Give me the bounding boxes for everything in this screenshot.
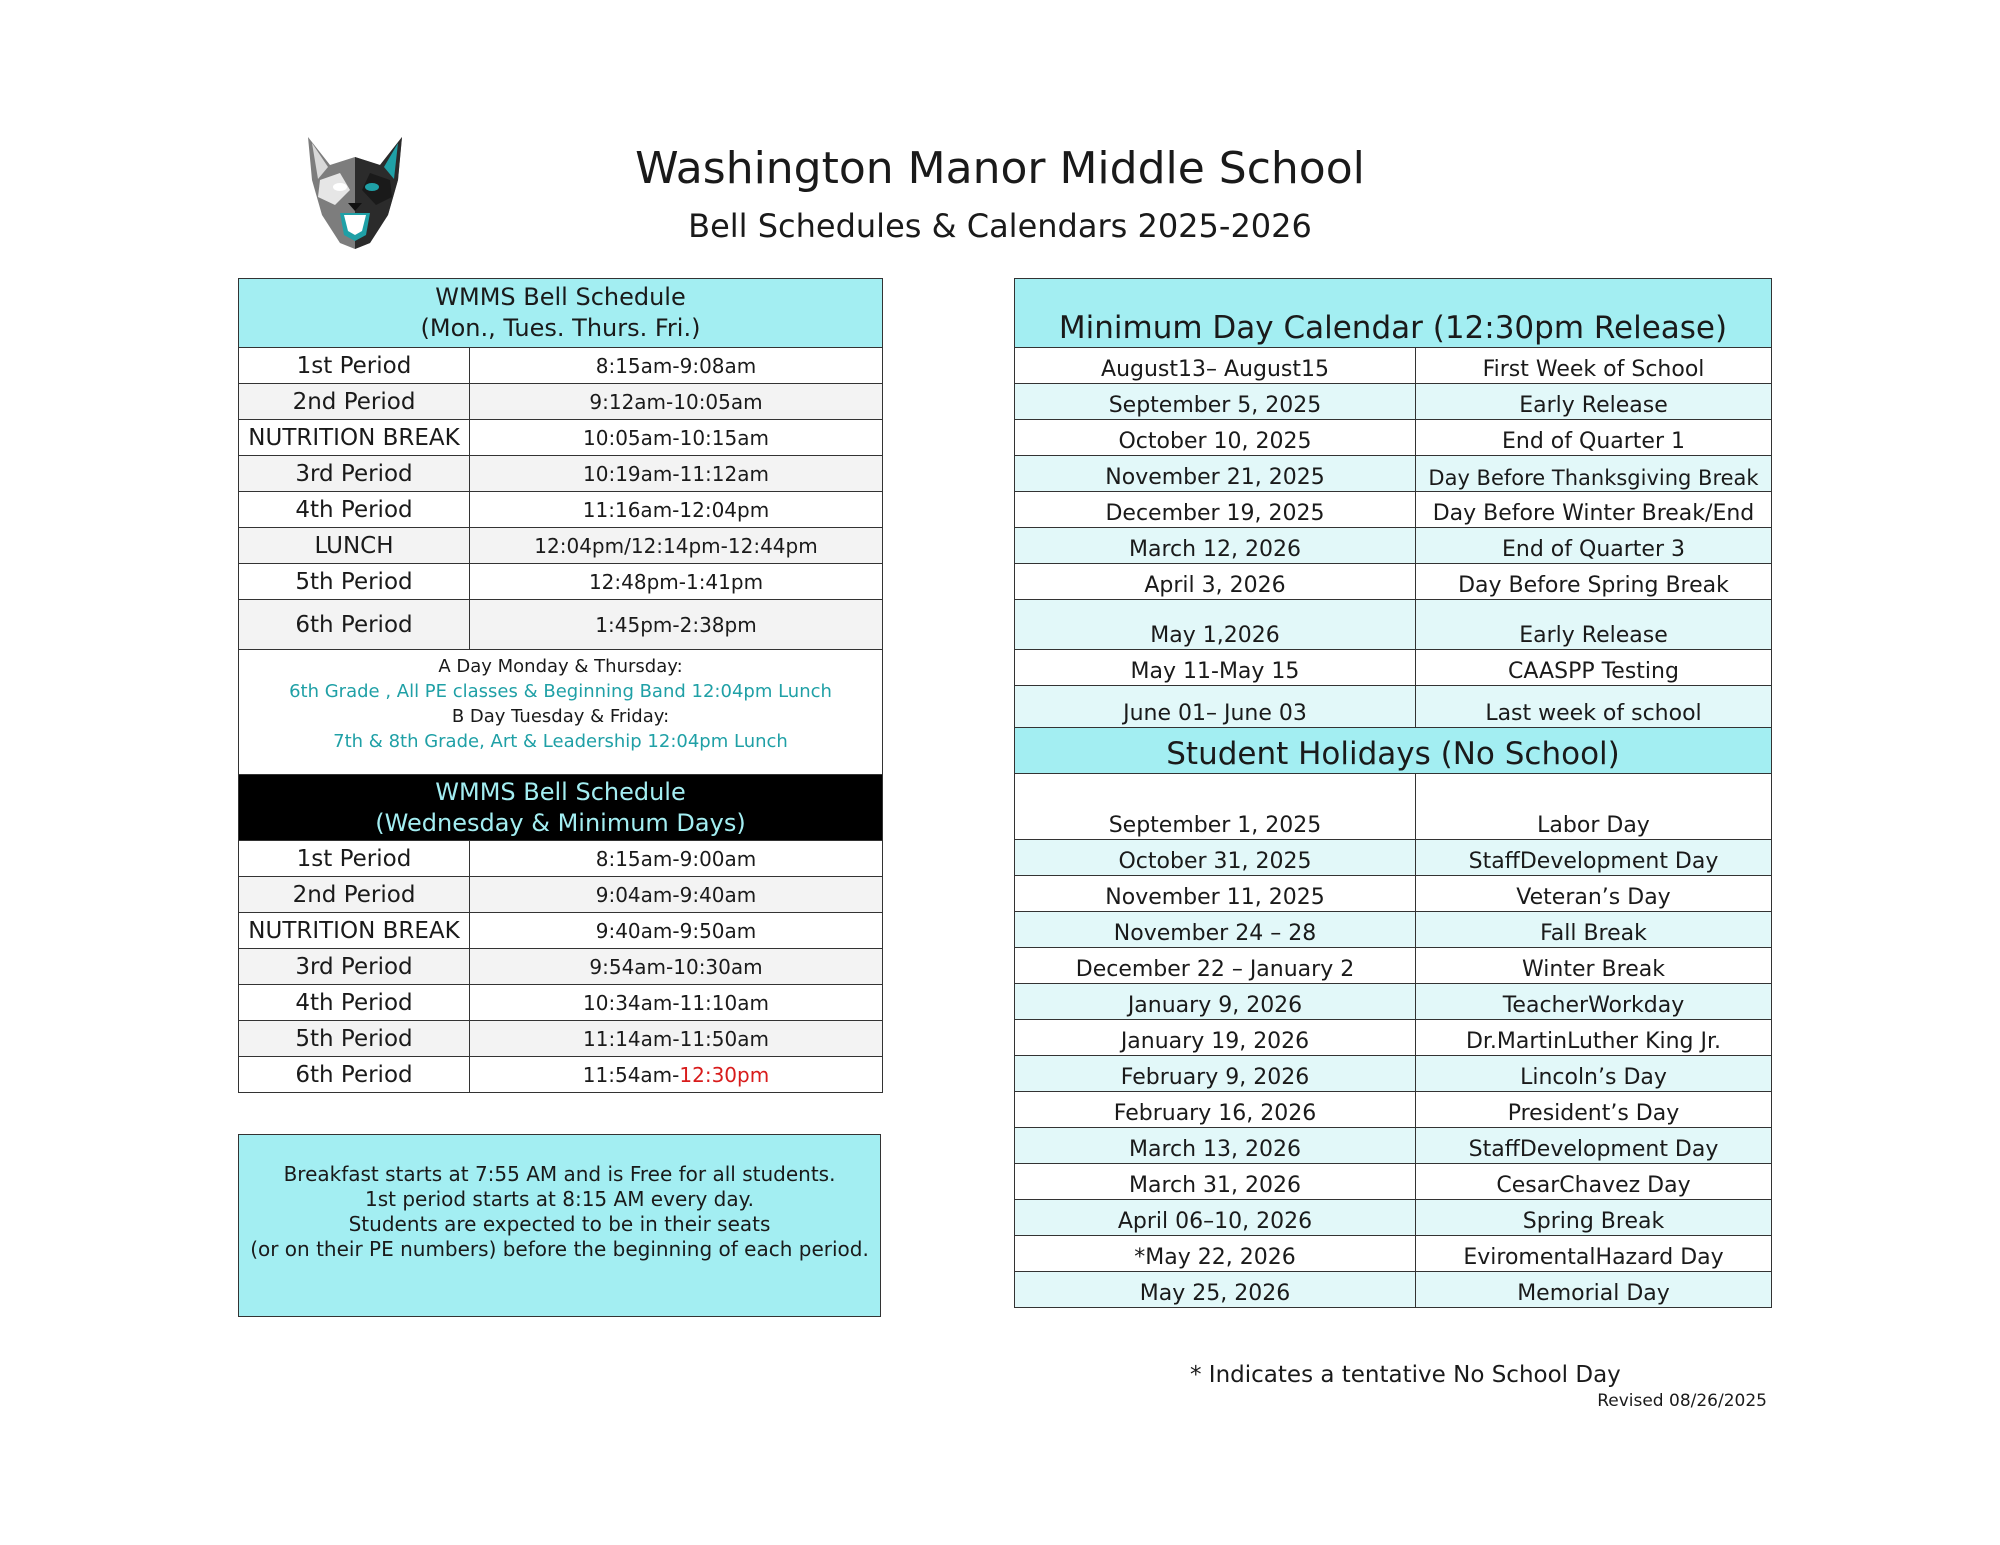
- period-time: 11:14am-11:50am: [470, 1021, 883, 1057]
- period-label: 6th Period: [239, 1057, 470, 1093]
- calendar-date: May 11-May 15: [1015, 650, 1416, 686]
- revised-date: Revised 08/26/2025: [1597, 1391, 1767, 1411]
- calendar-event: First Week of School: [1416, 348, 1772, 384]
- period-time: 9:54am-10:30am: [470, 949, 883, 985]
- holiday-date: November 24 – 28: [1015, 912, 1416, 948]
- calendar-event: Day Before Spring Break: [1416, 564, 1772, 600]
- regular-bell-schedule-table: [238, 278, 883, 1093]
- holiday-date: November 11, 2025: [1015, 876, 1416, 912]
- calendar-date: May 1,2026: [1015, 600, 1416, 650]
- calendar-event: Day Before Winter Break/End: [1416, 492, 1772, 528]
- period-time: 11:16am-12:04pm: [470, 492, 883, 528]
- calendar-event: End of Quarter 1: [1416, 420, 1772, 456]
- info-line: 1st period starts at 8:15 AM every day.: [365, 1187, 754, 1211]
- holiday-event: Fall Break: [1416, 912, 1772, 948]
- holiday-date: September 1, 2025: [1015, 774, 1416, 840]
- period-time: 8:15am-9:08am: [470, 348, 883, 384]
- holiday-date: May 25, 2026: [1015, 1272, 1416, 1308]
- calendar-event: Early Release: [1416, 384, 1772, 420]
- holiday-event: President’s Day: [1416, 1092, 1772, 1128]
- period-time: 1:45pm-2:38pm: [470, 600, 883, 650]
- a-day-detail: 6th Grade , All PE classes & Beginning Band 12:04pm Lunch: [289, 681, 832, 702]
- period-time: 10:34am-11:10am: [470, 985, 883, 1021]
- holiday-event: TeacherWorkday: [1416, 984, 1772, 1020]
- period-label: 2nd Period: [239, 384, 470, 420]
- minimum-day-calendar-title: Minimum Day Calendar (12:30pm Release): [1015, 279, 1772, 348]
- holiday-event: CesarChavez Day: [1416, 1164, 1772, 1200]
- holiday-event: Labor Day: [1416, 774, 1772, 840]
- holiday-date: December 22 – January 2: [1015, 948, 1416, 984]
- release-time: 12:30pm: [679, 1062, 770, 1087]
- holiday-date: *May 22, 2026: [1015, 1236, 1416, 1272]
- calendar-date: December 19, 2025: [1015, 492, 1416, 528]
- info-line: (or on their PE numbers) before the beginning of each period.: [250, 1237, 869, 1261]
- period-time: 12:04pm/12:14pm-12:44pm: [470, 528, 883, 564]
- page-subtitle: Bell Schedules & Calendars 2025-2026: [688, 207, 1312, 245]
- period-label: NUTRITION BREAK: [239, 420, 470, 456]
- period-label: 4th Period: [239, 492, 470, 528]
- calendar-date: August13– August15: [1015, 348, 1416, 384]
- info-line: Students are expected to be in their seats: [348, 1212, 771, 1236]
- period-time: 10:05am-10:15am: [470, 420, 883, 456]
- info-box: [238, 1134, 881, 1317]
- page-title: Washington Manor Middle School: [635, 143, 1365, 194]
- regular-schedule-title: WMMS Bell Schedule: [435, 283, 686, 311]
- student-holidays-title: Student Holidays (No School): [1015, 728, 1772, 774]
- holiday-date: February 16, 2026: [1015, 1092, 1416, 1128]
- period-label: 4th Period: [239, 985, 470, 1021]
- holiday-date: January 19, 2026: [1015, 1020, 1416, 1056]
- calendar-date: October 10, 2025: [1015, 420, 1416, 456]
- period-time: 9:40am-9:50am: [470, 913, 883, 949]
- period-label: 6th Period: [239, 600, 470, 650]
- calendar-date: September 5, 2025: [1015, 384, 1416, 420]
- holiday-event: Memorial Day: [1416, 1272, 1772, 1308]
- period-label: 1st Period: [239, 841, 470, 877]
- period-time-start: 11:54am-: [582, 1062, 680, 1087]
- period-time: 12:48pm-1:41pm: [470, 564, 883, 600]
- b-day-detail: 7th & 8th Grade, Art & Leadership 12:04pm Lunch: [333, 731, 788, 752]
- calendar-date: March 12, 2026: [1015, 528, 1416, 564]
- holiday-date: April 06–10, 2026: [1015, 1200, 1416, 1236]
- period-label: 1st Period: [239, 348, 470, 384]
- holiday-date: March 13, 2026: [1015, 1128, 1416, 1164]
- holiday-date: January 9, 2026: [1015, 984, 1416, 1020]
- period-time: [470, 1057, 883, 1093]
- holiday-event: Dr.MartinLuther King Jr.: [1416, 1020, 1772, 1056]
- period-label: 5th Period: [239, 1021, 470, 1057]
- regular-schedule-header: [239, 279, 883, 348]
- tentative-footnote: * Indicates a tentative No School Day: [1190, 1362, 1621, 1388]
- holiday-date: March 31, 2026: [1015, 1164, 1416, 1200]
- minimum-schedule-title: WMMS Bell Schedule: [435, 777, 686, 806]
- calendar-event: Day Before Thanksgiving Break: [1416, 456, 1772, 492]
- calendar-event: Early Release: [1416, 600, 1772, 650]
- period-label: NUTRITION BREAK: [239, 913, 470, 949]
- holiday-event: Lincoln’s Day: [1416, 1056, 1772, 1092]
- calendar-event: Last week of school: [1416, 686, 1772, 728]
- minimum-schedule-header: [239, 775, 883, 841]
- minimum-schedule-days: (Wednesday & Minimum Days): [375, 808, 746, 837]
- period-label: LUNCH: [239, 528, 470, 564]
- holiday-event: EviromentalHazard Day: [1416, 1236, 1772, 1272]
- calendar-date: April 3, 2026: [1015, 564, 1416, 600]
- calendar-event: CAASPP Testing: [1416, 650, 1772, 686]
- holiday-event: StaffDevelopment Day: [1416, 840, 1772, 876]
- period-time: 10:19am-11:12am: [470, 456, 883, 492]
- period-label: 3rd Period: [239, 949, 470, 985]
- holiday-event: Spring Break: [1416, 1200, 1772, 1236]
- calendar-table: [1014, 278, 1772, 1308]
- period-label: 2nd Period: [239, 877, 470, 913]
- period-time: 8:15am-9:00am: [470, 841, 883, 877]
- holiday-date: October 31, 2025: [1015, 840, 1416, 876]
- calendar-date: November 21, 2025: [1015, 456, 1416, 492]
- regular-schedule-days: (Mon., Tues. Thurs. Fri.): [420, 314, 701, 342]
- a-day-label: A Day Monday & Thursday:: [438, 656, 683, 677]
- holiday-date: February 9, 2026: [1015, 1056, 1416, 1092]
- holiday-event: Veteran’s Day: [1416, 876, 1772, 912]
- period-label: 5th Period: [239, 564, 470, 600]
- period-time: 9:12am-10:05am: [470, 384, 883, 420]
- period-time: 9:04am-9:40am: [470, 877, 883, 913]
- holiday-event: Winter Break: [1416, 948, 1772, 984]
- b-day-label: B Day Tuesday & Friday:: [451, 706, 670, 727]
- calendar-date: June 01– June 03: [1015, 686, 1416, 728]
- calendar-event: End of Quarter 3: [1416, 528, 1772, 564]
- lunch-notes: [239, 650, 883, 775]
- holiday-event: StaffDevelopment Day: [1416, 1128, 1772, 1164]
- period-label: 3rd Period: [239, 456, 470, 492]
- info-line: Breakfast starts at 7:55 AM and is Free for all students.: [283, 1162, 836, 1186]
